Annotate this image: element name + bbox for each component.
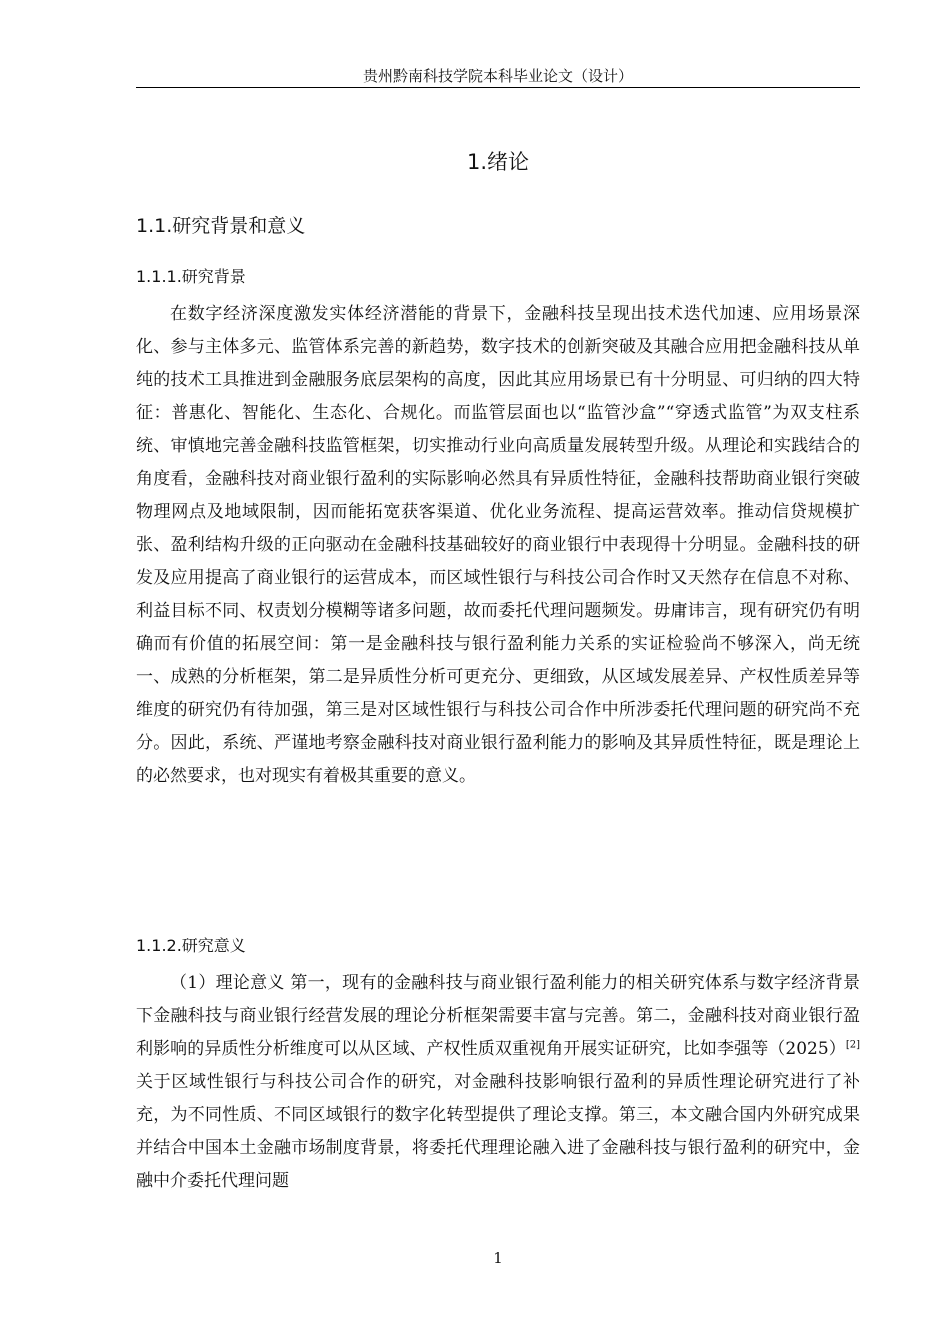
page-header: 贵州黔南科技学院本科毕业论文（设计）	[362, 67, 633, 85]
background-paragraph: 在数字经济深度激发实体经济潜能的背景下，金融科技呈现出技术迭代加速、应用场景深化、参与主体多元、监管体系完善的新趋势，数字技术的创新突破及其融合应用把金融科技从单纯的技术工具推进到金融服务底层架构的高度，因此其应用场景已有十分明显、可归纳的四大特征：普惠化、智能化、生态化、合规化。而监管层面也以“监管沙盒”“穿透式监管”为双支柱系统、审慎地完善金融科技监管框架，切实推动行业向高质量发展转型升级。从理论和实践结合的角度看，金融科技对商业银行盈利的实际影响必然具有异质性特征，金融科技帮助商业银行突破物理网点及地域限制，因而能拓宽获客渠道、优化业务流程、提高运营效率。推动信贷规模扩张、盈利结构升级的正向驱动在金融科技基础较好的商业银行中表现得十分明显。金融科技的研发及应用提高了商业银行的运营成本，而区域性银行与科技公司合作时又天然存在信息不对称、利益目标不同、权责划分模糊等诸多问题，故而委托代理问题频发。毋庸讳言，现有研究仍有明确而有价值的拓展空间：第一是金融科技与银行盈利能力关系的实证检验尚不够深入，尚无统一、成熟的分析框架，第二是异质性分析可更充分、更细致，从区域发展差异、产权性质差异等维度的研究仍有待加强，第三是对区域性银行与科技公司合作中所涉委托代理问题的研究尚不充分。因此，系统、严谨地考察金融科技对商业银行盈利能力的影响及其异质性特征，既是理论上的必然要求，也对现实有着极其重要的意义。	[136, 304, 860, 786]
significance-text-part1: （1）理论意义 第一，现有的金融科技与商业银行盈利能力的相关研究体系与数字经济背景下金融科技与商业银行经营发展的理论分析框架需要丰富与完善。第二，金融科技对商业银行盈利影响的异质性分析维度可以从区域、产权性质双重视角开展实证研究，比如李强等（2025）	[136, 973, 860, 1059]
subsection-title-background: 1.1.1.研究背景	[136, 267, 246, 286]
page-number: 1	[493, 1249, 503, 1267]
citation-marker: [2]	[845, 1039, 860, 1051]
section-title: 1.1.研究背景和意义	[136, 215, 306, 237]
significance-paragraph	[136, 967, 860, 1198]
chapter-title: 1.绪论	[466, 150, 530, 174]
subsection-title-significance: 1.1.2.研究意义	[136, 936, 246, 955]
header-divider	[136, 87, 860, 88]
significance-text-part2: 关于区域性银行与科技公司合作的研究，对金融科技影响银行盈利的异质性理论研究进行了补充，为不同性质、不同区域银行的数字化转型提供了理论支撑。第三，本文融合国内外研究成果并结合中国本土金融市场制度背景，将委托代理理论融入进了金融科技与银行盈利的研究中，金融中介委托代理问题	[136, 1072, 860, 1191]
